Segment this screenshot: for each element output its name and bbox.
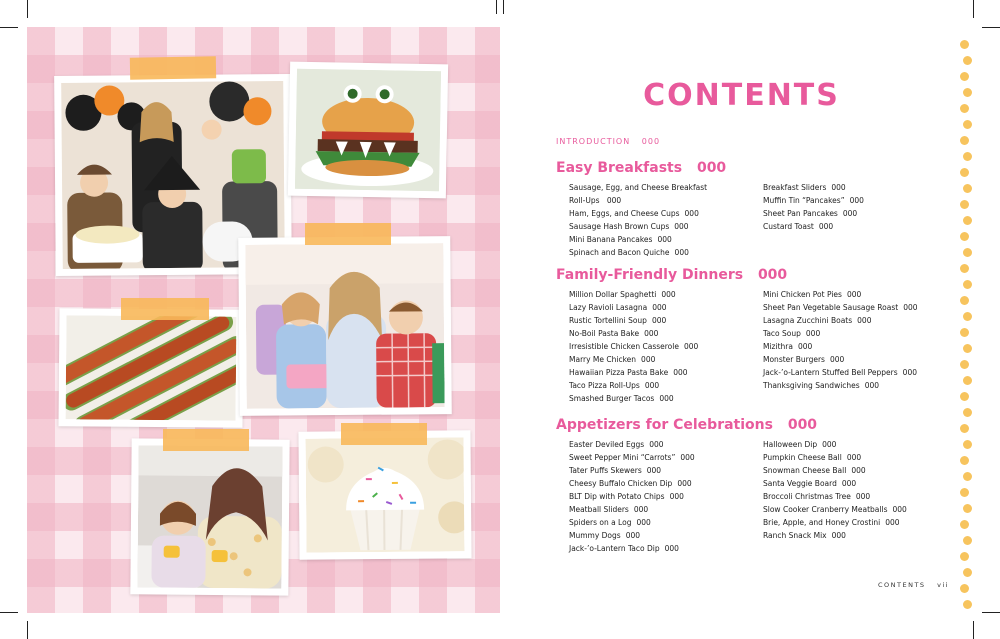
toc-column-left <box>569 438 749 555</box>
toc-entry-label: Sausage, Egg, and Cheese Breakfast <box>569 183 708 192</box>
toc-entry-label: Rustic Tortellini Soup <box>569 316 647 325</box>
toc-entry-label: Roll-Ups <box>569 196 600 205</box>
tape-strip <box>130 56 216 79</box>
toc-entry-page: 000 <box>851 466 866 475</box>
toc-entry-label: Million Dollar Spaghetti <box>569 290 657 299</box>
section-title-label: Family-Friendly Dinners <box>556 267 744 283</box>
toc-entry-page: 000 <box>636 518 651 527</box>
polka-dot <box>960 136 969 145</box>
toc-entry-page: 000 <box>829 355 845 364</box>
toc-entry-page: 000 <box>664 544 679 553</box>
toc-entry[interactable] <box>763 340 958 353</box>
crop-mark <box>503 0 504 14</box>
toc-entry-page: 000 <box>846 453 862 462</box>
toc-entry[interactable] <box>569 464 749 477</box>
polka-dot <box>963 120 972 129</box>
toc-entry-label: Thanksgiving Sandwiches <box>763 381 860 390</box>
toc-entry[interactable] <box>569 181 749 194</box>
crop-mark <box>0 27 18 28</box>
monster-burger-illustration <box>295 69 441 191</box>
photo-cupcake <box>298 430 471 559</box>
toc-entry-page: 000 <box>846 290 862 299</box>
photo-zucchini-boats <box>58 308 243 428</box>
photo-mom-with-kids <box>238 236 452 416</box>
toc-entry[interactable] <box>569 379 749 392</box>
toc-entry-page: 000 <box>892 505 907 514</box>
polka-dot <box>963 344 972 353</box>
toc-entry-label: Irresistible Chicken Casserole <box>569 342 679 351</box>
toc-entry[interactable] <box>763 379 958 392</box>
polka-dot <box>960 520 969 529</box>
toc-entry[interactable] <box>569 451 749 464</box>
toc-entry-label: Breakfast Sliders <box>763 183 827 192</box>
toc-entry[interactable] <box>763 353 958 366</box>
toc-entry-label: Brie, Apple, and Honey Crostini <box>763 518 881 527</box>
polka-dot <box>960 200 969 209</box>
toc-entry[interactable] <box>763 516 953 529</box>
toc-entry-label: INTRODUCTION <box>556 137 631 146</box>
toc-entry[interactable] <box>569 327 749 340</box>
footer-page-number: vii <box>937 581 950 589</box>
toc-entry-page: 000 <box>841 479 857 488</box>
toc-entry-label: Hawaiian Pizza Pasta Bake <box>569 368 669 377</box>
toc-entry[interactable] <box>763 288 958 301</box>
toc-entry[interactable] <box>569 246 749 259</box>
tape-strip <box>341 423 427 445</box>
toc-entry[interactable] <box>763 327 958 340</box>
toc-entry-label: Smashed Burger Tacos <box>569 394 655 403</box>
toc-entry-page: 000 <box>659 394 674 403</box>
polka-dot <box>963 280 972 289</box>
photo-collage-page <box>27 27 500 613</box>
toc-entry[interactable] <box>569 207 749 220</box>
toc-entry-page: 000 <box>677 479 692 488</box>
section-title-page: 000 <box>787 417 818 433</box>
toc-entry-label: Muffin Tin “Pancakes” <box>763 196 845 205</box>
toc-entry-label: Pumpkin Cheese Ball <box>763 453 842 462</box>
toc-entry-page: 000 <box>641 137 661 146</box>
polka-dot <box>963 56 972 65</box>
toc-entry[interactable] <box>569 477 749 490</box>
toc-column-right <box>763 181 953 233</box>
crop-mark <box>982 27 1000 28</box>
toc-entry[interactable] <box>569 542 749 555</box>
section-title-page: 000 <box>757 267 788 283</box>
toc-entry[interactable] <box>569 503 749 516</box>
tape-strip <box>163 429 249 451</box>
section-title-appetizers-for-celebrations[interactable] <box>556 417 817 433</box>
tape-strip <box>305 223 391 245</box>
polka-dot <box>960 296 969 305</box>
toc-entry[interactable] <box>569 301 749 314</box>
toc-entry-label: Lasagna Zucchini Boats <box>763 316 853 325</box>
toc-entry-label: Sausage Hash Brown Cups <box>569 222 670 231</box>
zucchini-boats-illustration <box>66 315 237 420</box>
toc-entry-label: Sheet Pan Vegetable Sausage Roast <box>763 303 899 312</box>
toc-entry[interactable] <box>763 529 953 542</box>
toc-entry[interactable] <box>763 438 953 451</box>
toc-entry-continuation[interactable] <box>569 194 749 207</box>
toc-entry[interactable] <box>569 353 749 366</box>
toc-entry-page: 000 <box>625 531 641 540</box>
toc-entry[interactable] <box>569 366 749 379</box>
polka-dot <box>960 328 969 337</box>
toc-entry-label: Mizithra <box>763 342 793 351</box>
polka-dot <box>963 152 972 161</box>
running-footer <box>878 581 949 589</box>
polka-dot <box>963 312 972 321</box>
toc-column-right <box>763 438 953 542</box>
toc-entry-page: 000 <box>683 342 699 351</box>
toc-entry[interactable] <box>569 233 749 246</box>
polka-dot <box>963 504 972 513</box>
toc-entry[interactable] <box>569 529 749 542</box>
polka-dot <box>963 536 972 545</box>
toc-entry-page: 000 <box>822 440 837 449</box>
toc-entry-page: 000 <box>661 290 676 299</box>
toc-entry[interactable] <box>763 477 953 490</box>
toc-entry-page: 000 <box>674 248 689 257</box>
polka-dot <box>963 408 972 417</box>
toc-entry-page: 000 <box>644 329 659 338</box>
toc-entry-page: 000 <box>842 209 858 218</box>
toc-entry-label: Santa Veggie Board <box>763 479 837 488</box>
polka-dot <box>963 184 972 193</box>
toc-entry[interactable] <box>763 366 958 379</box>
polka-dot <box>963 568 972 577</box>
toc-entry[interactable] <box>763 503 953 516</box>
toc-entry-page: 000 <box>797 342 813 351</box>
toc-entry-page: 000 <box>649 440 664 449</box>
polka-dot <box>960 456 969 465</box>
toc-entry-page: 000 <box>652 303 667 312</box>
toc-entry-page: 000 <box>849 196 864 205</box>
toc-entry[interactable] <box>763 301 958 314</box>
toc-entry-page: 000 <box>669 492 684 501</box>
toc-entry-label: Custard Toast <box>763 222 814 231</box>
polka-dot <box>960 40 969 49</box>
polka-dot-border <box>960 30 974 610</box>
toc-entry[interactable] <box>763 490 953 503</box>
tape-strip <box>121 298 209 320</box>
toc-entry-label: Ranch Snack Mix <box>763 531 827 540</box>
toc-entry-page: 000 <box>633 505 649 514</box>
polka-dot <box>960 232 969 241</box>
polka-dot <box>960 392 969 401</box>
toc-entry-label: Lazy Ravioli Lasagna <box>569 303 648 312</box>
toc-entry-page: 000 <box>646 466 662 475</box>
toc-column-right <box>763 288 958 392</box>
page-title: CONTENTS <box>643 78 840 113</box>
toc-entry-page: 000 <box>864 381 880 390</box>
toc-entry[interactable] <box>569 340 749 353</box>
toc-entry[interactable] <box>763 314 958 327</box>
toc-entry-page: 000 <box>674 222 689 231</box>
toc-column-left <box>569 181 749 259</box>
section-title-page: 000 <box>696 160 727 176</box>
toc-entry[interactable] <box>569 438 749 451</box>
toc-entry-label: Mini Banana Pancakes <box>569 235 653 244</box>
toc-entry-page: 000 <box>684 209 699 218</box>
toc-entry-page: 000 <box>644 381 660 390</box>
toc-column-left <box>569 288 749 405</box>
toc-entry[interactable] <box>569 220 749 233</box>
toc-entry[interactable] <box>569 314 749 327</box>
toc-entry[interactable] <box>569 490 749 503</box>
toc-entry-label: Slow Cooker Cranberry Meatballs <box>763 505 888 514</box>
toc-entry[interactable] <box>569 288 749 301</box>
toc-entry-label: Marry Me Chicken <box>569 355 637 364</box>
toc-entry-page: 000 <box>657 235 672 244</box>
toc-entry-page: 000 <box>680 453 695 462</box>
polka-dot <box>963 248 972 257</box>
toc-entry-label: Jack-’o-Lantern Taco Dip <box>569 544 660 553</box>
polka-dot <box>960 552 969 561</box>
toc-entry[interactable] <box>763 464 953 477</box>
polka-dot <box>960 488 969 497</box>
toc-entry-page: 000 <box>818 222 834 231</box>
toc-entry-page: 000 <box>885 518 900 527</box>
toc-entry-label: Monster Burgers <box>763 355 825 364</box>
toc-entry-introduction[interactable] <box>556 137 660 146</box>
toc-entry-page: 000 <box>831 183 846 192</box>
toc-entry-page: 000 <box>606 196 622 205</box>
toc-entry-label: Halloween Dip <box>763 440 818 449</box>
footer-label: CONTENTS <box>878 581 926 589</box>
toc-entry[interactable] <box>569 392 749 405</box>
toc-entry[interactable] <box>763 207 953 220</box>
crop-mark <box>973 621 974 639</box>
toc-entry-label: BLT Dip with Potato Chips <box>569 492 665 501</box>
polka-dot <box>960 168 969 177</box>
toc-entry-page: 000 <box>857 316 872 325</box>
toc-entry-page: 000 <box>903 303 918 312</box>
section-title-label: Easy Breakfasts <box>556 160 683 176</box>
crop-mark <box>496 0 497 14</box>
toc-entry-page: 000 <box>902 368 917 377</box>
toc-entry-label: Broccoli Christmas Tree <box>763 492 851 501</box>
mom-and-daughter-illustration <box>137 445 282 588</box>
toc-entry-label: No-Boil Pasta Bake <box>569 329 640 338</box>
photo-mom-and-daughter <box>130 438 289 595</box>
toc-entry-label: Taco Soup <box>763 329 801 338</box>
toc-entry-label: Mummy Dogs <box>569 531 621 540</box>
toc-entry-label: Meatball Sliders <box>569 505 629 514</box>
toc-entry[interactable] <box>763 451 953 464</box>
polka-dot <box>963 376 972 385</box>
polka-dot <box>963 440 972 449</box>
polka-dot <box>960 264 969 273</box>
polka-dot <box>963 216 972 225</box>
toc-entry-label: Spiders on a Log <box>569 518 632 527</box>
crop-mark <box>27 0 28 18</box>
toc-entry[interactable] <box>763 194 953 207</box>
toc-entry-label: Ham, Eggs, and Cheese Cups <box>569 209 680 218</box>
toc-entry-label: Mini Chicken Pot Pies <box>763 290 842 299</box>
toc-entry-label: Snowman Cheese Ball <box>763 466 847 475</box>
section-title-family-friendly-dinners[interactable] <box>556 267 787 283</box>
photo-monster-burger <box>288 62 448 199</box>
section-title-label: Appetizers for Celebrations <box>556 417 773 433</box>
polka-dot <box>960 424 969 433</box>
toc-entry-label: Tater Puffs Skewers <box>569 466 642 475</box>
mom-with-kids-illustration <box>245 243 444 409</box>
toc-entry-label: Cheesy Buffalo Chicken Dip <box>569 479 673 488</box>
crop-mark <box>982 612 1000 613</box>
toc-entry-page: 000 <box>831 531 846 540</box>
toc-entry[interactable] <box>763 181 953 194</box>
polka-dot <box>960 584 969 593</box>
cupcake-illustration <box>306 437 465 552</box>
section-title-easy-breakfasts[interactable] <box>556 160 726 176</box>
toc-entry[interactable] <box>569 516 749 529</box>
crop-mark <box>27 621 28 639</box>
polka-dot <box>963 600 972 609</box>
crop-mark <box>0 612 18 613</box>
toc-entry-page: 000 <box>651 316 667 325</box>
toc-entry-label: Spinach and Bacon Quiche <box>569 248 670 257</box>
polka-dot <box>960 360 969 369</box>
toc-entry-label: Taco Pizza Roll-Ups <box>569 381 640 390</box>
toc-entry-page: 000 <box>805 329 821 338</box>
toc-entry[interactable] <box>763 220 953 233</box>
toc-entry-label: Sheet Pan Pancakes <box>763 209 838 218</box>
polka-dot <box>963 472 972 481</box>
toc-entry-page: 000 <box>673 368 688 377</box>
toc-entry-page: 000 <box>855 492 871 501</box>
toc-entry-page: 000 <box>641 355 656 364</box>
toc-entry-label: Jack-’o-Lantern Stuffed Bell Peppers <box>763 368 898 377</box>
crop-mark <box>973 0 974 18</box>
toc-entry-label: Easter Deviled Eggs <box>569 440 645 449</box>
toc-entry-label: Sweet Pepper Mini “Carrots” <box>569 453 676 462</box>
